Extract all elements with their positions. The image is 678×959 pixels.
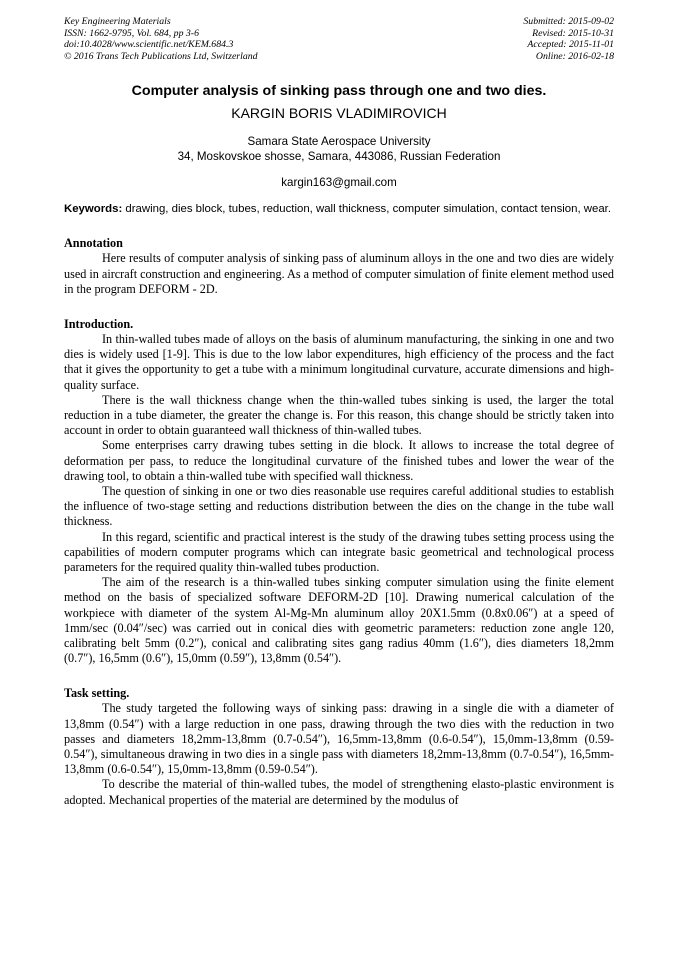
affiliation	[64, 134, 614, 164]
paragraph: The question of sinking in one or two dies reasonable use requires careful additional studies to establish the influence of two-stage setting and reductions distribution between the dies on the change in the tube wall thickness.	[64, 484, 614, 529]
annotation-paragraph: Here results of computer analysis of sinking pass of aluminum alloys in the one and two dies are widely used in aircraft construction and engineering. As a method of computer simulation of finite element method used in the program DEFORM - 2D.	[64, 251, 614, 296]
paragraph: The study targeted the following ways of sinking pass: drawing in a single die with a diameter of 13,8mm (0.54″) with a large reduction in one pass, drawing through the two dies with the reduction in two passes and diameters 18,2mm-13,8mm (0.7-0.54″), 16,5mm-13,8mm (0.6-0.54″), 15,0mm-13,8mm (0.59-0.54″), simultaneous drawing in two dies in a single pass with diameters 18,2mm-13,8mm (0.7-0.54″), 16,5mm-13,8mm (0.6-0.54″), 15,0mm-13,8mm (0.59-0.54″).	[64, 701, 614, 777]
keywords-label: Keywords:	[64, 203, 123, 216]
paragraph: In thin-walled tubes made of alloys on the basis of aluminum manufacturing, the sinking in one and two dies is widely used [1-9]. This is due to the low labor expenditures, high efficiency of the process and the fact that it gives the opportunity to get a tube with a minimum longitudinal curvature, accurate dimensions and high-quality surface.	[64, 331, 614, 392]
submitted-date: Submitted: 2015-09-02	[523, 16, 614, 27]
paragraph: There is the wall thickness change when the thin-walled tubes sinking is used, the larger the total reduction in a tube diameter, the greater the change is. For this reason, this change should be strictly taken into account in order to obtain guaranteed wall thickness of thin-walled tubes.	[64, 392, 614, 438]
keywords-text: drawing, dies block, tubes, reduction, wall thickness, computer simulation, contact tension, wear.	[125, 203, 612, 216]
keywords	[64, 202, 614, 216]
paragraph: In this regard, scientific and practical interest is the study of the drawing tubes setting process using the capabilities of modern computer programs which can integrate basic geometrical and technological process parameters for the required quality thin-walled tubes production.	[64, 529, 614, 575]
revised-date: Revised: 2015-10-31	[532, 27, 614, 39]
paper-page	[64, 16, 614, 808]
paragraph: The aim of the research is a thin-walled tubes sinking computer simulation using the finite element method on the basis of specialized software DEFORM-2D [10]. Drawing numerical calculation of the workpiece with diameter of the system Al-Mg-Mn aluminum alloy 20X1.5mm (0.8x0.06″) at a speed of 1mm/sec (0.04″/sec) was carried out in conical dies with geometric parameters: reduction zone angle 120, calibrating belt 5mm (0.2″), conical and calibrating sites gang radius 40mm (1.6″), dies diameters 18,2mm (0.7″), 16,5mm (0.6″), 15,0mm (0.59″), 13,8mm (0.54″).	[64, 575, 614, 666]
affiliation-line-1: Samara State Aerospace University	[247, 135, 431, 149]
paragraph: Some enterprises carry drawing tubes setting in die block. It allows to increase the total degree of deformation per pass, to reduce the longitudinal curvature of the finished tubes and lower the wear of the drawing tool, to obtain a thin-walled tube with specified wall thickness.	[64, 438, 614, 483]
accepted-date: Accepted: 2015-11-01	[527, 39, 614, 51]
paper-title: Computer analysis of sinking pass through one and two dies.	[131, 83, 547, 100]
doi: doi:10.4028/www.scientific.net/KEM.684.3	[64, 39, 234, 51]
affiliation-line-2: 34, Moskovskoe shosse, Samara, 443086, Russian Federation	[177, 150, 501, 164]
task-setting-heading: Task setting.	[64, 686, 130, 701]
annotation-heading: Annotation	[64, 236, 123, 251]
journal-name: Key Engineering Materials	[64, 16, 171, 27]
paragraph: To describe the material of thin-walled tubes, the model of strengthening elasto-plastic environment is adopted. Mechanical properties of the material are determined by the modulus of	[64, 777, 614, 807]
copyright: © 2016 Trans Tech Publications Ltd, Switzerland	[64, 50, 258, 62]
introduction-heading: Introduction.	[64, 316, 134, 331]
author-name: KARGIN BORIS VLADIMIROVICH	[231, 105, 447, 122]
author-email: kargin163@gmail.com	[281, 176, 397, 190]
issn: ISSN: 1662-9795, Vol. 684, pp 3-6	[64, 27, 199, 39]
publication-header	[64, 16, 614, 62]
online-date: Online: 2016-02-18	[535, 50, 614, 62]
